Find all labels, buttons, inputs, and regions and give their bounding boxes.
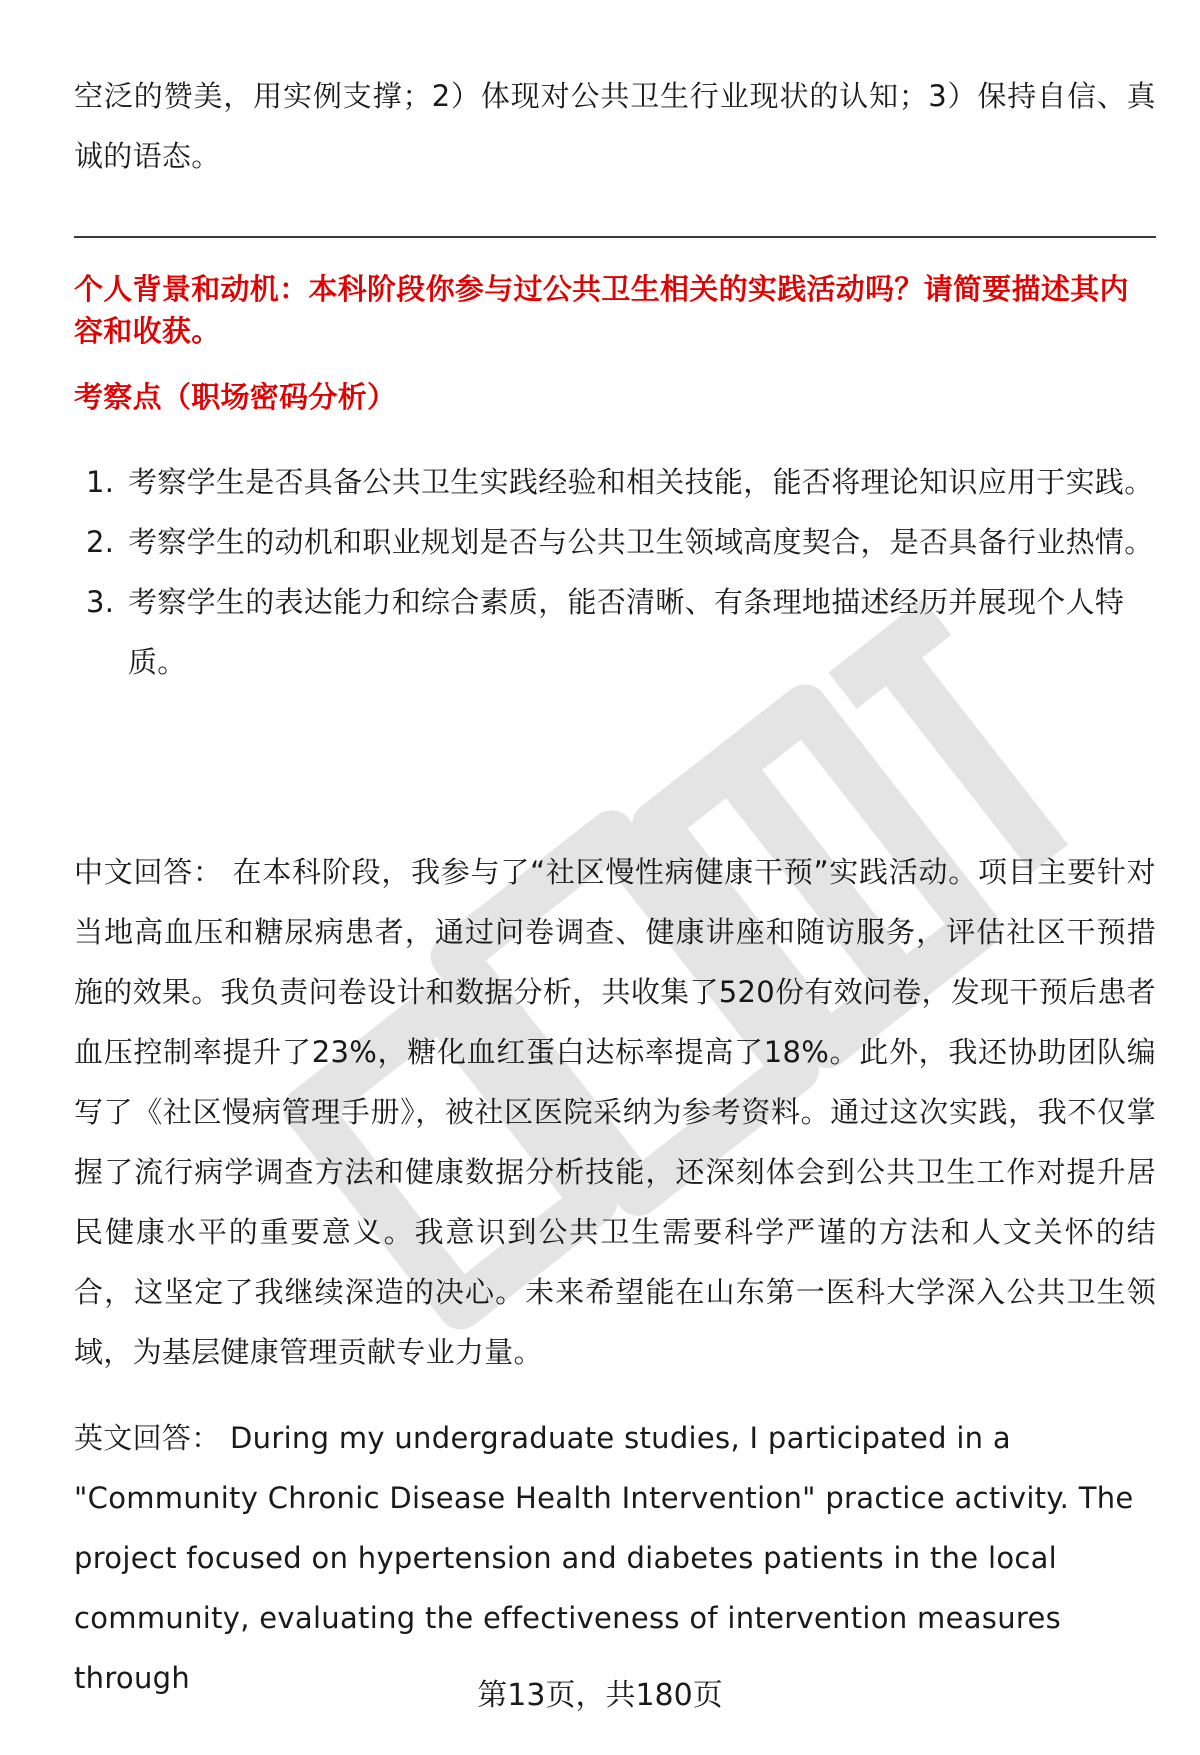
list-item-text: 考察学生的表达能力和综合素质，能否清晰、有条理地描述经历并展现个人特质。	[128, 585, 1125, 679]
section-divider	[74, 236, 1156, 238]
list-item-number: 2.	[86, 525, 115, 559]
list-item-text: 考察学生是否具备公共卫生实践经验和相关技能，能否将理论知识应用于实践。	[128, 465, 1154, 499]
analysis-list	[74, 452, 1156, 692]
english-answer-label: 英文回答：	[74, 1421, 221, 1455]
page-footer: 第13页，共180页	[477, 1678, 723, 1713]
english-answer	[74, 1408, 1156, 1708]
chinese-answer-label: 中文回答：	[74, 855, 223, 889]
chinese-answer-text: 在本科阶段，我参与了“社区慢性病健康干预”实践活动。项目主要针对当地高血压和糖尿病患者，通过问卷调查、健康讲座和随访服务，评估社区干预措施的效果。我负责问卷设计和数据分析，共收集了520份有效问卷，发现干预后患者血压控制率提升了23%，糖化血红蛋白达标率提高了18%。此外，我还协助团队编写了《社区慢病管理手册》，被社区医院采纳为参考资料。通过这次实践，我不仅掌握了流行病学调查方法和健康数据分析技能，还深刻体会到公共卫生工作对提升居民健康水平的重要意义。我意识到公共卫生需要科学严谨的方法和人文关怀的结合，这坚定了我继续深造的决心。未来希望能在山东第一医科大学深入公共卫生领域，为基层健康管理贡献专业力量。	[74, 855, 1156, 1369]
list-item	[74, 572, 1156, 692]
question-heading: 个人背景和动机：本科阶段你参与过公共卫生相关的实践活动吗？请简要描述其内容和收获。	[74, 272, 1129, 348]
english-answer-text: During my undergraduate studies, I participated in a "Community Chronic Disease Health Intervention" practice activity. The project focused on hypertension and diabetes patients in the local community, evaluating the effectiveness of intervention measures through	[74, 1421, 1134, 1695]
document-page	[74, 0, 1156, 1755]
chinese-answer	[74, 842, 1156, 1382]
list-item	[74, 512, 1156, 572]
list-item-text: 考察学生的动机和职业规划是否与公共卫生领域高度契合，是否具备行业热情。	[128, 525, 1154, 559]
list-item-number: 1.	[86, 465, 115, 499]
list-item-number: 3.	[86, 585, 115, 619]
previous-answer-tail: 空泛的赞美，用实例支撑；2）体现对公共卫生行业现状的认知；3）保持自信、真诚的语态。	[74, 79, 1156, 173]
list-item	[74, 452, 1156, 512]
analysis-heading: 考察点（职场密码分析）	[74, 380, 397, 414]
